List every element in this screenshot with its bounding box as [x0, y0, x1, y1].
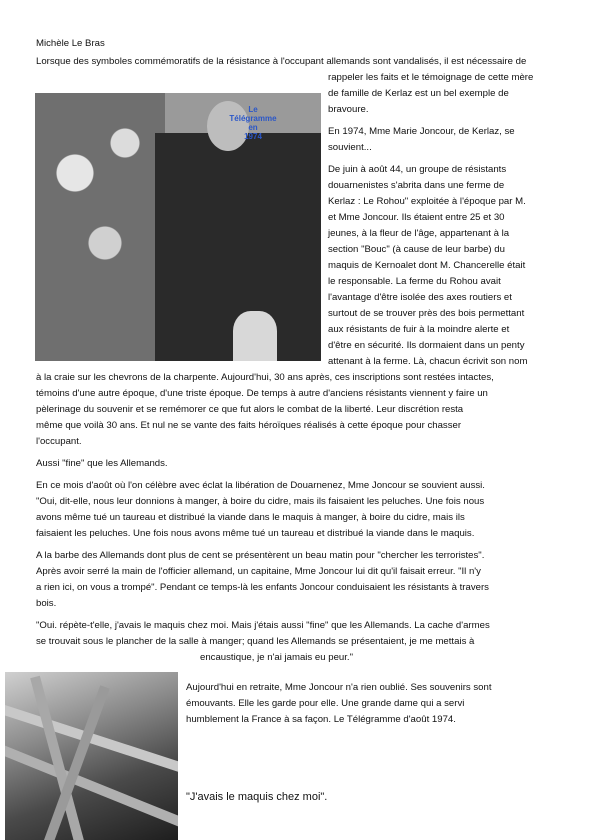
body-line-17: même que voilà 30 ans. Et nul ne se vante des faits héroïques réalisés à cette époque pour chasser [36, 420, 462, 431]
pull-quote: "J'avais le maquis chez moi". [186, 791, 328, 803]
body-line-1: De juin à août 44, un groupe de résistants [328, 164, 507, 175]
para4-line-1: "Oui. répète-t'elle, j'avais le maquis chez moi. Mais j'étais aussi "fine" que les Allemands. La cache d'armes [36, 620, 490, 631]
stamp-line-1: Le Télégramme [229, 105, 277, 123]
para4-line-3: encaustique, je n'ai jamais eu peur." [200, 652, 353, 663]
photo-woman-and-child [35, 93, 321, 361]
section-heading: Aussi "fine" que les Allemands. [36, 458, 168, 469]
body-line-12: d'être en sécurité. Ils dormaient dans un penty [328, 340, 525, 351]
para3-line-3: a rien ici, on vous a trompé". Pendant ce temps-là les enfants Joncour conduisaient les résistants à travers [36, 582, 489, 593]
body-line-6: section "Bouc" (à cause de leur barbe) du [328, 244, 505, 255]
para2-line-3: avons même tué un taureau et distribué la viande dans le maquis à manger, à boire du cidre, mais ils [36, 512, 465, 523]
para2-line-1: En ce mois d'août où l'on célèbre avec éclat la libération de Douarnenez, Mme Joncour se souvient aussi. [36, 480, 485, 491]
body-line-3: Kerlaz : Le Rohou" exploitée à l'époque par M. [328, 196, 526, 207]
stamp-line-3: 1974 [244, 132, 262, 141]
body-line-15: témoins d'une autre époque, d'une triste époque. De temps à autre d'anciens résistants viennent y faire un [36, 388, 488, 399]
para4-line-2: se trouvait sous le plancher de la salle à manger; quand les Allemands se présentaient, je me mettais à [36, 636, 475, 647]
body-line-18: l'occupant. [36, 436, 82, 447]
memory-line-1: En 1974, Mme Marie Joncour, de Kerlaz, se [328, 126, 515, 137]
newspaper-stamp [229, 105, 277, 141]
body-line-9: l'avantage d'être isolée des axes routiers et [328, 292, 512, 303]
closing-line-1: Aujourd'hui en retraite, Mme Joncour n'a rien oublié. Ses souvenirs sont [186, 682, 492, 693]
closing-line-3: humblement la France à sa façon. Le Télégramme d'août 1974. [186, 714, 456, 725]
intro-line-3: de famille de Kerlaz est un bel exemple de [328, 88, 509, 99]
body-line-4: et Mme Joncour. Ils étaient entre 25 et 30 [328, 212, 505, 223]
para3-line-4: bois. [36, 598, 57, 609]
intro-line-4: bravoure. [328, 104, 369, 115]
memory-line-2: souvient... [328, 142, 372, 153]
body-line-13: attenant à la ferme. Là, chacun écrivit son nom [328, 356, 528, 367]
body-line-7: maquis de Kernoalet dont M. Chancerelle était [328, 260, 526, 271]
body-line-8: le responsable. La ferme du Rohou avait [328, 276, 501, 287]
body-line-16: pèlerinage du souvenir et se remémorer ce que fut alors le combat de la liberté. Leur discrétion resta [36, 404, 464, 415]
para3-line-2: Après avoir serré la main de l'officier allemand, un capitaine, Mme Joncour lui dit qu'il faisait erreur. "Il n'y [36, 566, 481, 577]
photo-attic-rafters [5, 672, 178, 840]
body-line-14: à la craie sur les chevrons de la charpente. Aujourd'hui, 30 ans après, ces inscriptions sont restées intactes, [36, 372, 494, 383]
intro-line-2: rappeler les faits et le témoignage de cette mère [328, 72, 534, 83]
closing-line-2: émouvants. Elle les garde pour elle. Une grande dame qui a servi [186, 698, 465, 709]
photo-child-figure [233, 311, 277, 361]
para3-line-1: A la barbe des Allemands dont plus de cent se présentèrent un beau matin pour "chercher les terroristes". [36, 550, 485, 561]
para2-line-2: "Oui, dit-elle, nous leur donnions à manger, à boire du cidre, mais ils faisaient les peluches. Une fois nous [36, 496, 485, 507]
intro-line-1: Lorsque des symboles commémoratifs de la résistance à l'occupant allemands sont vandalisés, il est nécessaire de [36, 56, 527, 67]
body-line-11: aux résistants de fuir à la moindre alerte et [328, 324, 510, 335]
body-line-2: douarnenistes s'abrita dans une ferme de [328, 180, 505, 191]
para2-line-4: faisaient les peluches. Une fois nous avons même tué un taureau et distribué la viande dans le maquis. [36, 528, 475, 539]
stamp-line-2: en [248, 123, 258, 132]
body-line-10: surtout de se trouver près des bois permettant [328, 308, 525, 319]
body-line-5: jeunes, à la fleur de l'âge, appartenant à la [328, 228, 510, 239]
photo-flowers [35, 93, 165, 361]
author-name: Michèle Le Bras [36, 38, 105, 49]
